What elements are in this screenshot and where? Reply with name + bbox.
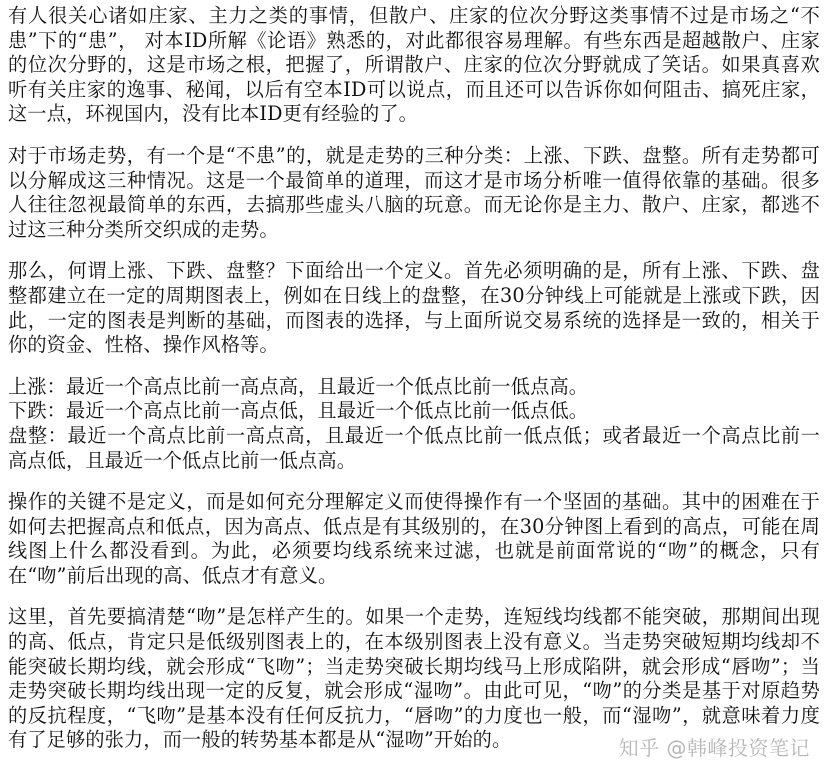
paragraph-5: 这里，首先要搞清楚“吻”是怎样产生的。如果一个走势，连短线均线都不能突破，那期间出现的高、低点，肯定只是低级别图表上的，在本级别图表上没有意义。当走势突破短期均线却不能突破长期均线，就会形成“飞吻”；当走势突破长期均线马上形成陷阱，就会形成“唇吻”；当走势突破长期均线出现一定的反复，就会形成“湿吻”。由此可见，“吻”的分类是基于对原趋势的反抗程度，“飞吻”是基本没有任何反抗力，“唇吻”的力度也一般，而“湿吻”，就意味着力度有了足够的张力，而一般的转势基本都是从“湿吻”开始的。 bbox=[8, 605, 820, 752]
paragraph-2: 对于市场走势，有一个是“不患”的，就是走势的三种分类：上涨、下跌、盘整。所有走势都可以分解成这三种情况。这是一个最简单的道理，而这才是市场分析唯一值得依靠的基础。很多人往往忽视最简单的东西，去搞那些虚头八脑的玩意。而无论你是主力、散户、庄家，都逃不过这三种分类所交织成的走势。 bbox=[8, 143, 820, 241]
paragraph-3: 那么，何谓上涨、下跌、盘整？下面给出一个定义。首先必须明确的是，所有上涨、下跌、盘整都建立在一定的周期图表上，例如在日线上的盘整，在30分钟线上可能就是上涨或下跌，因此，一定的图表是判断的基础，而图表的选择，与上面所说交易系统的选择是一致的，相关于你的资金、性格、操作风格等。 bbox=[8, 259, 820, 357]
definition-uptrend: 上涨：最近一个高点比前一高点高，且最近一个低点比前一低点高。 bbox=[8, 374, 589, 398]
trend-definitions bbox=[8, 375, 820, 473]
definition-downtrend: 下跌：最近一个高点比前一高点低，且最近一个低点比前一低点低。 bbox=[8, 399, 589, 423]
definition-consolidation: 盘整：最近一个高点比前一高点高，且最近一个低点比前一低点低；或者最近一个高点比前一高点低，且最近一个低点比前一低点高。 bbox=[8, 423, 820, 472]
paragraph-1: 有人很关心诸如庄家、主力之类的事情，但散户、庄家的位次分野这类事情不过是市场之“不患”下的“患”， 对本ID所解《论语》熟悉的，对此都很容易理解。有些东西是超越散户、庄家的位次分野的，这是市场之根，把握了，所谓散户、庄家的位次分野就成了笑话。如果真喜欢听有关庄家的逸事、秘闻，以后有空本ID可以说点，而且还可以告诉你如何阻击、搞死庄家，这一点，环视国内，没有比本ID更有经验的了。 bbox=[8, 4, 820, 126]
article-body bbox=[8, 4, 820, 770]
paragraph-4: 操作的关键不是定义，而是如何充分理解定义而使得操作有一个坚固的基础。其中的困难在于如何去把握高点和低点，因为高点、低点是有其级别的，在30分钟图上看到的高点，可能在周线图上什么都没看到。为此，必须要均线系统来过滤，也就是前面常说的“吻”的概念，只有在“吻”前后出现的高、低点才有意义。 bbox=[8, 490, 820, 587]
watermark: 知乎 @韩峰投资笔记 bbox=[618, 736, 810, 760]
